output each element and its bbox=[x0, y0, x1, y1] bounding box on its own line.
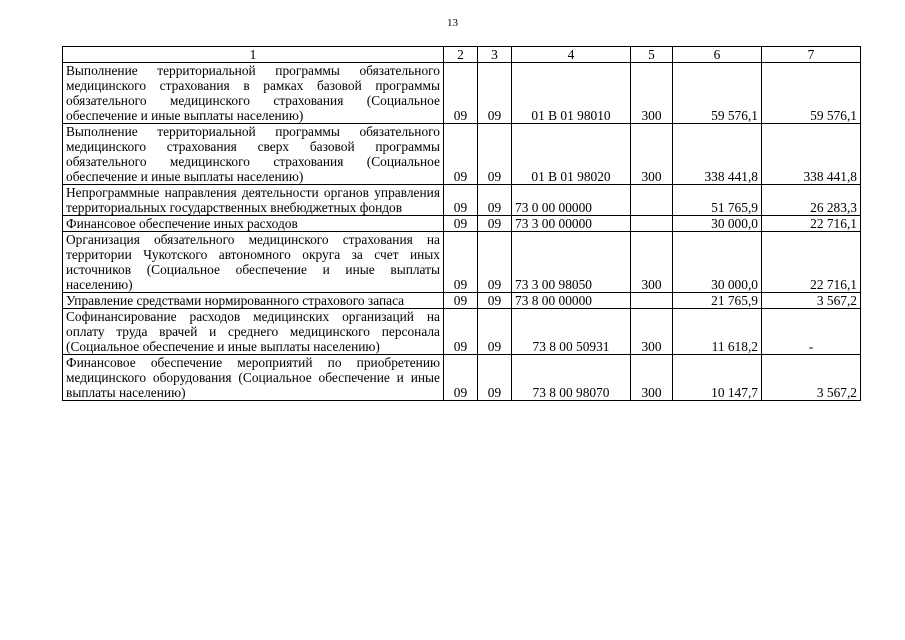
row-sum-1: 30 000,0 bbox=[673, 216, 762, 232]
row-section: 09 bbox=[444, 355, 478, 401]
table-row bbox=[63, 293, 861, 309]
row-expense-type: 300 bbox=[631, 309, 673, 355]
row-subsection: 09 bbox=[478, 232, 512, 293]
row-subsection: 09 bbox=[478, 309, 512, 355]
col-header-7: 7 bbox=[762, 47, 861, 63]
row-sum-2: 22 716,1 bbox=[762, 216, 861, 232]
row-section: 09 bbox=[444, 185, 478, 216]
row-sum-2: 3 567,2 bbox=[762, 355, 861, 401]
header-row bbox=[63, 47, 861, 63]
row-target-article: 73 8 00 98070 bbox=[512, 355, 631, 401]
page-number: 13 bbox=[447, 17, 458, 29]
row-expense-type bbox=[631, 216, 673, 232]
row-sum-2: 26 283,3 bbox=[762, 185, 861, 216]
col-header-1: 1 bbox=[63, 47, 444, 63]
table-row bbox=[63, 63, 861, 124]
row-expense-type: 300 bbox=[631, 124, 673, 185]
row-target-article: 73 0 00 00000 bbox=[512, 185, 631, 216]
row-section: 09 bbox=[444, 124, 478, 185]
row-sum-2: 22 716,1 bbox=[762, 232, 861, 293]
row-section: 09 bbox=[444, 309, 478, 355]
row-sum-1: 10 147,7 bbox=[673, 355, 762, 401]
col-header-6: 6 bbox=[673, 47, 762, 63]
row-target-article: 73 3 00 98050 bbox=[512, 232, 631, 293]
row-section: 09 bbox=[444, 293, 478, 309]
row-target-article: 73 8 00 50931 bbox=[512, 309, 631, 355]
row-sum-1: 11 618,2 bbox=[673, 309, 762, 355]
row-expense-type bbox=[631, 185, 673, 216]
table-row bbox=[63, 355, 861, 401]
row-subsection: 09 bbox=[478, 216, 512, 232]
row-sum-1: 21 765,9 bbox=[673, 293, 762, 309]
row-name: Организация обязательного медицинского страхования на территории Чукотского автономного округа за счет иных источников (Социальное обеспечение и иные выплаты населению) bbox=[63, 232, 444, 293]
row-subsection: 09 bbox=[478, 185, 512, 216]
row-sum-2: - bbox=[762, 309, 861, 355]
row-sum-2: 338 441,8 bbox=[762, 124, 861, 185]
row-section: 09 bbox=[444, 216, 478, 232]
row-name: Управление средствами нормированного страхового запаса bbox=[63, 293, 444, 309]
col-header-2: 2 bbox=[444, 47, 478, 63]
col-header-4: 4 bbox=[512, 47, 631, 63]
row-expense-type: 300 bbox=[631, 355, 673, 401]
col-header-3: 3 bbox=[478, 47, 512, 63]
row-sum-1: 338 441,8 bbox=[673, 124, 762, 185]
row-subsection: 09 bbox=[478, 293, 512, 309]
row-target-article: 01 В 01 98010 bbox=[512, 63, 631, 124]
table-row bbox=[63, 232, 861, 293]
table-row bbox=[63, 124, 861, 185]
row-section: 09 bbox=[444, 232, 478, 293]
row-sum-1: 59 576,1 bbox=[673, 63, 762, 124]
row-expense-type: 300 bbox=[631, 63, 673, 124]
row-sum-2: 3 567,2 bbox=[762, 293, 861, 309]
table-row bbox=[63, 309, 861, 355]
row-name: Непрограммные направления деятельности органов управления территориальных государственных внебюджетных фондов bbox=[63, 185, 444, 216]
row-target-article: 73 3 00 00000 bbox=[512, 216, 631, 232]
row-expense-type bbox=[631, 293, 673, 309]
row-name: Выполнение территориальной программы обязательного медицинского страхования сверх базовой программы обязательного медицинского страхования (Социальное обеспечение и иные выплаты населению) bbox=[63, 124, 444, 185]
budget-table bbox=[62, 46, 861, 401]
row-name: Софинансирование расходов медицинских организаций на оплату труда врачей и среднего медицинского персонала (Социальное обеспечение и иные выплаты населению) bbox=[63, 309, 444, 355]
row-sum-1: 30 000,0 bbox=[673, 232, 762, 293]
table-row bbox=[63, 216, 861, 232]
table-row bbox=[63, 185, 861, 216]
row-target-article: 73 8 00 00000 bbox=[512, 293, 631, 309]
row-subsection: 09 bbox=[478, 355, 512, 401]
row-name: Финансовое обеспечение иных расходов bbox=[63, 216, 444, 232]
row-subsection: 09 bbox=[478, 63, 512, 124]
row-target-article: 01 В 01 98020 bbox=[512, 124, 631, 185]
row-name: Финансовое обеспечение мероприятий по приобретению медицинского оборудования (Социальное обеспечение и иные выплаты населению) bbox=[63, 355, 444, 401]
col-header-5: 5 bbox=[631, 47, 673, 63]
row-sum-2: 59 576,1 bbox=[762, 63, 861, 124]
row-name: Выполнение территориальной программы обязательного медицинского страхования в рамках базовой программы обязательного медицинского страхования (Социальное обеспечение и иные выплаты населению) bbox=[63, 63, 444, 124]
row-sum-1: 51 765,9 bbox=[673, 185, 762, 216]
row-expense-type: 300 bbox=[631, 232, 673, 293]
row-subsection: 09 bbox=[478, 124, 512, 185]
row-section: 09 bbox=[444, 63, 478, 124]
